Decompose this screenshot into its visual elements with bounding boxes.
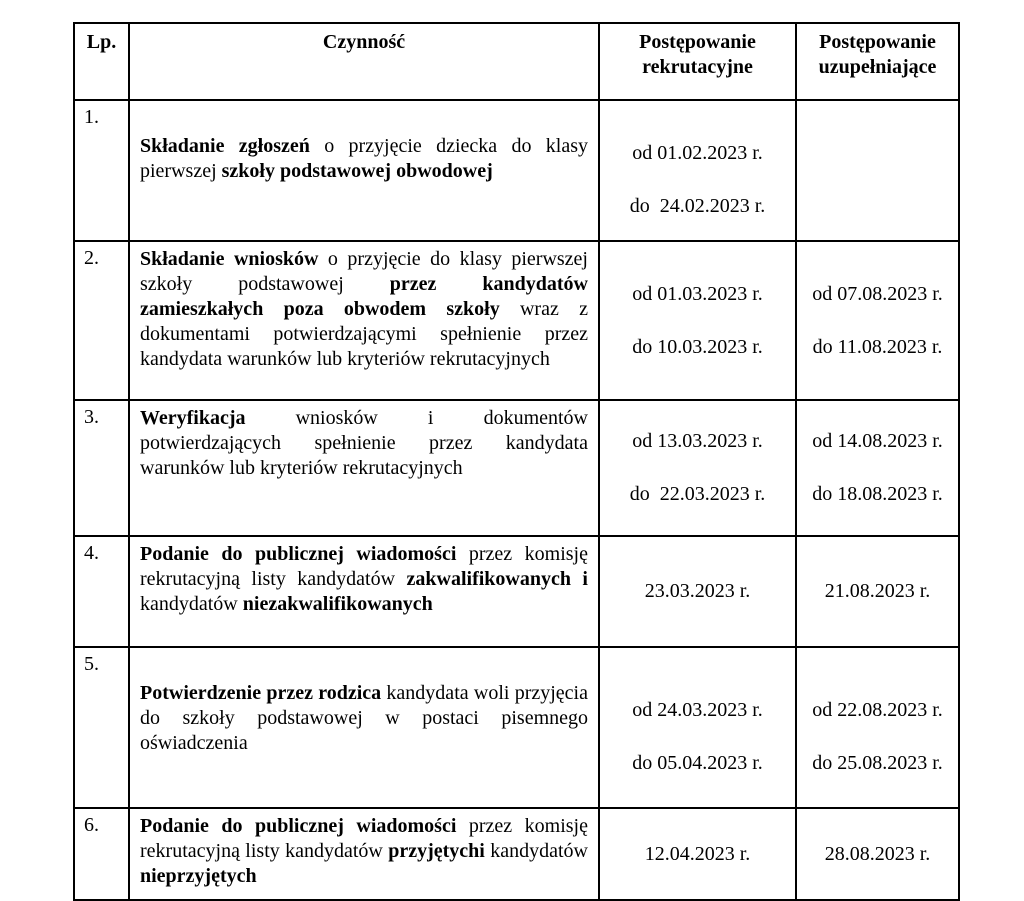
date-line: od 13.03.2023 r. <box>632 430 763 452</box>
activity-text: przez komisję rekrutacyjną listy kandydatów <box>140 815 588 862</box>
recruitment-dates-cell <box>599 100 796 241</box>
activity-text-bold: Składanie zgłoszeń <box>140 135 310 157</box>
table-row <box>74 100 959 241</box>
date-line: 28.08.2023 r. <box>824 842 931 865</box>
table-row <box>74 808 959 900</box>
activity-text-bold: niezakwalifikowanych <box>242 593 433 615</box>
date-line: od 24.03.2023 r. <box>632 698 763 721</box>
activity-text-bold: zakwalifikowanych i <box>406 568 588 590</box>
date-line: do 22.03.2023 r. <box>629 483 766 505</box>
recruitment-dates-cell <box>599 647 796 808</box>
activity-text-bold: nieprzyjętych <box>140 865 257 887</box>
activity-text: kandydata woli przyjęcia do szkoły podstawowej w postaci pisemnego oświadczenia <box>140 682 588 754</box>
header-recruitment: Postępowanie rekrutacyjne <box>599 23 796 100</box>
date-line: do 10.03.2023 r. <box>632 335 763 358</box>
supplementary-dates-cell <box>796 400 959 536</box>
table-row <box>74 647 959 808</box>
activity-text: o przyjęcie dziecka do klasy pierwszej <box>140 135 589 182</box>
date-line: od 01.02.2023 r. <box>632 141 763 164</box>
table-body <box>74 100 959 900</box>
table-header <box>74 23 959 100</box>
date-line: od 14.08.2023 r. <box>812 430 943 452</box>
activity-text-bold: Podanie do publicznej wiadomości <box>140 815 457 837</box>
activity-cell <box>129 647 599 808</box>
supplementary-dates-cell <box>796 647 959 808</box>
activity-cell <box>129 100 599 241</box>
date-line: do 11.08.2023 r. <box>812 335 943 358</box>
activity-text: kandydatów <box>484 840 588 862</box>
supplementary-dates-cell <box>796 100 959 241</box>
activity-text-bold: Podanie do publicznej wiadomości <box>140 543 457 565</box>
table-row <box>74 536 959 647</box>
activity-text-bold: Potwierdzenie przez rodzica <box>140 682 382 704</box>
row-number-cell: 6. <box>74 808 129 900</box>
recruitment-dates-cell <box>599 400 796 536</box>
recruitment-dates-cell <box>599 536 796 647</box>
header-activity: Czynność <box>129 23 599 100</box>
date-line: do 24.02.2023 r. <box>629 194 766 217</box>
date-line: od 22.08.2023 r. <box>812 698 943 721</box>
activity-cell <box>129 808 599 900</box>
recruitment-dates-cell <box>599 241 796 400</box>
header-lp: Lp. <box>74 23 129 100</box>
activity-text: o przyjęcie do klasy pierwszej szkoły podstawowej <box>140 248 588 295</box>
table-row <box>74 241 959 400</box>
activity-text-bold: Weryfikacja <box>140 407 246 429</box>
table-row <box>74 400 959 536</box>
activity-text: kandydatów <box>140 593 243 615</box>
recruitment-schedule-table <box>73 22 960 901</box>
activity-text-bold: szkoły podstawowej obwodowej <box>221 160 493 182</box>
date-line: od 07.08.2023 r. <box>812 282 943 305</box>
activity-text-bold: przez kandydatów zamieszkałych poza obwodem szkoły <box>140 273 588 320</box>
activity-text-bold: Składanie wniosków <box>140 248 319 270</box>
recruitment-dates-cell <box>599 808 796 900</box>
date-line: 12.04.2023 r. <box>644 842 751 865</box>
supplementary-dates-cell <box>796 241 959 400</box>
date-line: do 05.04.2023 r. <box>632 751 763 774</box>
header-supplementary: Postępowanie uzupełniające <box>796 23 959 100</box>
date-line: 23.03.2023 r. <box>644 580 751 602</box>
activity-text: wniosków i dokumentów potwierdzających spełnienie przez kandydata warunków lub kryteriów rekrutacyjnych <box>140 407 588 479</box>
date-line: 21.08.2023 r. <box>824 580 931 602</box>
row-number-cell: 4. <box>74 536 129 647</box>
date-line: do 18.08.2023 r. <box>812 483 943 505</box>
date-line: od 01.03.2023 r. <box>632 282 763 305</box>
activity-cell <box>129 536 599 647</box>
supplementary-dates-cell <box>796 536 959 647</box>
row-number-cell: 1. <box>74 100 129 241</box>
activity-text-bold: przyjętychi <box>388 840 485 862</box>
activity-text: przez komisję rekrutacyjną listy kandydatów <box>140 543 588 590</box>
activity-cell <box>129 400 599 536</box>
row-number-cell: 5. <box>74 647 129 808</box>
activity-cell <box>129 241 599 400</box>
header-row <box>74 23 959 100</box>
row-number-cell: 3. <box>74 400 129 536</box>
date-line: do 25.08.2023 r. <box>812 751 943 774</box>
activity-text: wraz z dokumentami potwierdzającymi spełnienie przez kandydata warunków lub kryteriów rekrutacyjnych <box>140 298 588 370</box>
row-number-cell: 2. <box>74 241 129 400</box>
supplementary-dates-cell <box>796 808 959 900</box>
